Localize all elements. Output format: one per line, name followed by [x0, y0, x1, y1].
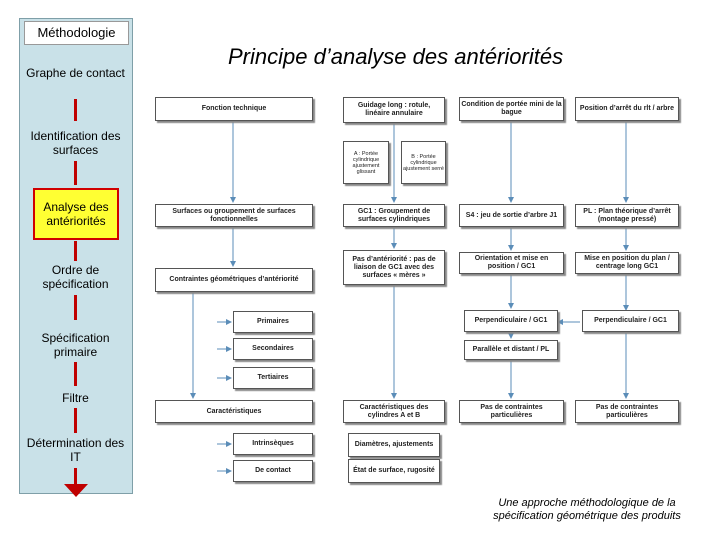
box-perpendiculaire-1: Perpendiculaire / GC1 [464, 310, 558, 332]
box-position-arret: Position d’arrêt du rlt / arbre [575, 97, 679, 121]
box-etat-surface: État de surface, rugosité [348, 459, 440, 483]
page-title: Principe d’analyse des antériorités [228, 44, 564, 69]
box-secondaires: Secondaires [233, 338, 313, 360]
box-gc1: GC1 : Groupement de surfaces cylindriques [343, 204, 445, 227]
box-mise-en-position: Mise en position du plan / centrage long GC1 [575, 252, 679, 274]
box-pl: PL : Plan théorique d’arrêt (montage pressé) [575, 204, 679, 227]
box-surfaces-fonctionnelles: Surfaces ou groupement de surfaces fonctionnelles [155, 204, 313, 227]
step-graphe-contact: Graphe de contact [26, 66, 125, 80]
step-analyse-anteriorites-active: Analyse des antériorités [33, 188, 119, 240]
box-parallele-distant: Parallèle et distant / PL [464, 340, 558, 360]
step-determination-it: Détermination des IT [26, 436, 125, 464]
box-primaires: Primaires [233, 311, 313, 333]
box-portee-a: A : Portée cylindrique ajustement glissant [343, 141, 389, 184]
box-s4: S4 : jeu de sortie d’arbre J1 [459, 204, 564, 227]
step-ordre-specification: Ordre de spécification [42, 263, 109, 291]
box-diametres: Diamètres, ajustements [348, 433, 440, 457]
box-portee-b: B : Portée cylindrique ajustement serré [401, 141, 446, 184]
sidebar-title: Méthodologie [24, 21, 129, 45]
box-de-contact: De contact [233, 460, 313, 482]
footer-caption: Une approche méthodologique de la spécification géométrique des produits [493, 497, 681, 522]
box-contraintes-geometriques: Contraintes géométriques d’antériorité [155, 268, 313, 292]
step-specification-primaire: Spécification primaire [41, 331, 110, 359]
box-caracteristiques-cylindres: Caractéristiques des cylindres A et B [343, 400, 445, 423]
box-tertiaires: Tertiaires [233, 367, 313, 389]
box-condition-portee: Condition de portée mini de la bague [459, 97, 564, 121]
box-intrinseques: Intrinsèques [233, 433, 313, 455]
box-pas-contraintes-2: Pas de contraintes particulières [575, 400, 679, 423]
box-pas-contraintes-1: Pas de contraintes particulières [459, 400, 564, 423]
box-perpendiculaire-2: Perpendiculaire / GC1 [582, 310, 679, 332]
box-caracteristiques: Caractéristiques [155, 400, 313, 423]
box-fonction-technique: Fonction technique [155, 97, 313, 121]
box-orientation-position: Orientation et mise en position / GC1 [459, 252, 564, 274]
box-pas-anteriorite: Pas d’antériorité : pas de liaison de GC1 avec des surfaces « mères » [343, 250, 445, 285]
step-identification-surfaces: Identification des surfaces [30, 129, 121, 157]
box-guidage-long: Guidage long : rotule, linéaire annulaire [343, 97, 445, 123]
step-filtre: Filtre [62, 391, 89, 405]
